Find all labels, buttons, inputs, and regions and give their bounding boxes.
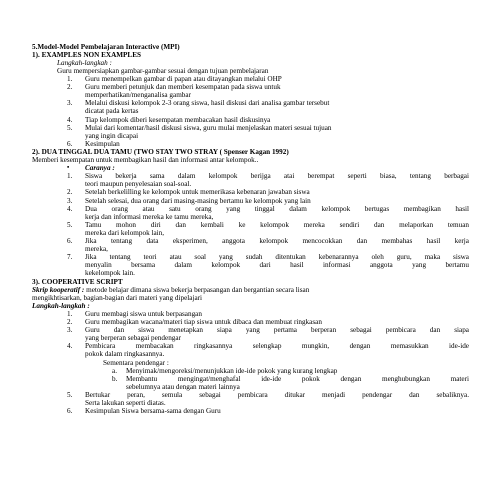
s2-item-4-text-cont: kerja dan informasi mereka ke tamu mereka, xyxy=(85,213,214,221)
s3-subitem-a-letter: a. xyxy=(112,367,117,375)
section-2-intro: Memberi kesempatan untuk membagikan hasil dan informasi antar kelompok.. xyxy=(32,156,259,164)
s3-subitem-b-text-cont: sebelumnya atau dengan materi lainnya xyxy=(126,383,240,391)
s2-item-3-number: 3. xyxy=(67,197,73,205)
s3-item-3-text: Guru dan siswa menetapkan siapa yang pertama berperan sebagai pembicara dan siapa xyxy=(85,326,469,334)
s2-item-7-number: 7. xyxy=(67,253,73,261)
section-1-intro: Guru mempersiapkan gambar-gambar sesuai dengan tujuan pembelajaran xyxy=(57,67,269,75)
s3-item-1-number: 1. xyxy=(67,310,73,318)
s2-item-7-text-cont-2: kekelompok lain. xyxy=(85,269,135,277)
definition-term: Skrip kooperatif : xyxy=(32,286,85,294)
s3-item-6-text: Kesimpulan Siswa bersama-sama dengan Guru xyxy=(85,407,221,415)
s3-item-2-text: Guru membagikan wacana/materi tiap siswa untuk dibaca dan membuat ringkasan xyxy=(85,318,322,326)
s1-item-6-text: Kesimpulan xyxy=(85,140,120,148)
s1-item-1-text: Guru menempelkan gambar di papan atau ditayangkan melalui OHP xyxy=(85,75,282,83)
section-3-definition-cont: mengikhtisarkan, bagian-bagian dari materi yang dipelajari xyxy=(32,294,203,302)
s1-item-2-number: 2. xyxy=(67,83,73,91)
s2-item-2-number: 2. xyxy=(67,188,73,196)
s3-item-1-text: Guru membagi siswa untuk berpasangan xyxy=(85,310,202,318)
s1-item-4-text: Tiap kelompok diberi kesempatan membacakan hasil diskusinya xyxy=(85,116,271,124)
s3-item-3-text-cont: yang berperan sebagai pendengar xyxy=(85,334,181,342)
s3-item-4-text-cont: pokok dalam ringkasannya. xyxy=(85,350,165,358)
s3-item-3-number: 3. xyxy=(67,326,73,334)
s3-item-5-number: 5. xyxy=(67,391,73,399)
s1-item-2-text-cont: memperhatikan/menganalisa gambar xyxy=(85,91,191,99)
s1-item-5-number: 5. xyxy=(67,124,73,132)
s2-item-6-text-cont: mereka, xyxy=(85,245,108,253)
s2-item-4-text: Dua orang atau satu orang yang tinggal dalam kelompok bertugas membagikan hasil xyxy=(85,205,469,213)
s1-item-5-text: Mulai dari komentar/hasil diskusi siswa, guru mulai menjelaskan materi sesuai tujuan xyxy=(85,124,332,132)
s3-item-6-number: 6. xyxy=(67,407,73,415)
section-2-caranya-label: Caranya : xyxy=(85,164,115,172)
s3-item-2-number: 2. xyxy=(67,318,73,326)
section-3-heading: 3). COOPERATIVE SCRIPT xyxy=(32,278,123,286)
s3-subitem-b-text: Membantu mengingat/menghafal ide-ide pokok dengan menghubungkan materi xyxy=(126,375,469,383)
s3-subitem-a-text: Menyimak/mengoreksi/menunjukkan ide-ide pokok yang kurang lengkap xyxy=(126,367,338,375)
s2-item-1-text-cont: teori maupun penyelesaian soal-soal. xyxy=(85,180,192,188)
s1-item-1-number: 1. xyxy=(67,75,73,83)
s1-item-5-text-cont: yang ingin dicapai xyxy=(85,132,139,140)
s3-subitem-b-letter: b. xyxy=(112,375,118,383)
s2-item-5-text: Tamu mohon diri dan kembali ke kelompok mereka sendiri dan melaporkan temuan xyxy=(85,221,469,229)
s3-item-4-number: 4. xyxy=(67,342,73,350)
s1-item-4-number: 4. xyxy=(67,116,73,124)
s1-item-3-text-cont: dicatat pada kertas xyxy=(85,107,139,115)
s2-item-4-number: 4. xyxy=(67,205,73,213)
section-2-heading: 2). DUA TINGGAL DUA TAMU (TWO STAY TWO STRAY ( Spenser Kagan 1992) xyxy=(32,148,289,156)
caranya-bullet-icon: ▪ xyxy=(67,164,70,171)
s3-item-5-text-cont: Serta lakukan seperti diatas. xyxy=(85,399,166,407)
definition-text: metode belajar dimana siswa bekerja berpasangan dan bergantian secara lisan xyxy=(84,286,310,294)
s2-item-3-text: Setelah selesai, dua orang dari masing-masing bertamu ke kelompok yang lain xyxy=(85,197,311,205)
document-title: 5.Model-Model Pembelajaran Interactive (MPI) xyxy=(32,43,180,51)
s3-item-4-text: Pembicara membacakan ringkasannya selengkap mungkin, dengan memasukkan ide-ide xyxy=(85,342,469,350)
s2-item-5-number: 5. xyxy=(67,221,73,229)
s2-item-6-text: Jika tentang data eksperimen, anggota kelompok mencocokkan dan membahas hasil kerja xyxy=(85,237,469,245)
section-1-steps-label: Langkah-langkah : xyxy=(57,59,112,67)
s2-item-6-number: 6. xyxy=(67,237,73,245)
s1-item-3-text: Melalui diskusi kelompok 2-3 orang siswa, hasil diskusi dari analisa gambar tersebut xyxy=(85,99,330,107)
s2-item-1-text: Siswa bekerja sama dalam kelompok berijga atai berempat seperti biasa, tentang berbagai xyxy=(85,172,469,180)
s3-sub-label: Sementara pendengar : xyxy=(103,359,169,367)
s2-item-2-text: Setelah berkelilling ke kelompok untuk memerikasa kebenaran jawaban siswa xyxy=(85,188,310,196)
s3-item-5-text: Bertukar peran, semula sebagai pembicara ditukar menjadi pendengar dan sebaliknya. xyxy=(85,391,469,399)
section-3-steps-label: Langkah-langkah : xyxy=(32,302,90,310)
s1-item-3-number: 3. xyxy=(67,99,73,107)
s2-item-1-number: 1. xyxy=(67,172,73,180)
s2-item-7-text: Jika tentang teori atau soal yang sudah ditentukan kebenarannya oleh guru, maka siswa xyxy=(85,253,469,261)
s2-item-5-text-cont: mereka dari kelompok lain, xyxy=(85,229,165,237)
s1-item-6-number: 6. xyxy=(67,140,73,148)
section-1-heading: 1). EXAMPLES NON EXAMPLES xyxy=(32,51,142,59)
s1-item-2-text: Guru memberi petunjuk dan memberi kesempatan pada siswa untuk xyxy=(85,83,281,91)
s2-item-7-text-cont: menyalin bersama dalam kelompok dari hasil informasi anggota yang bertamu xyxy=(85,261,469,269)
